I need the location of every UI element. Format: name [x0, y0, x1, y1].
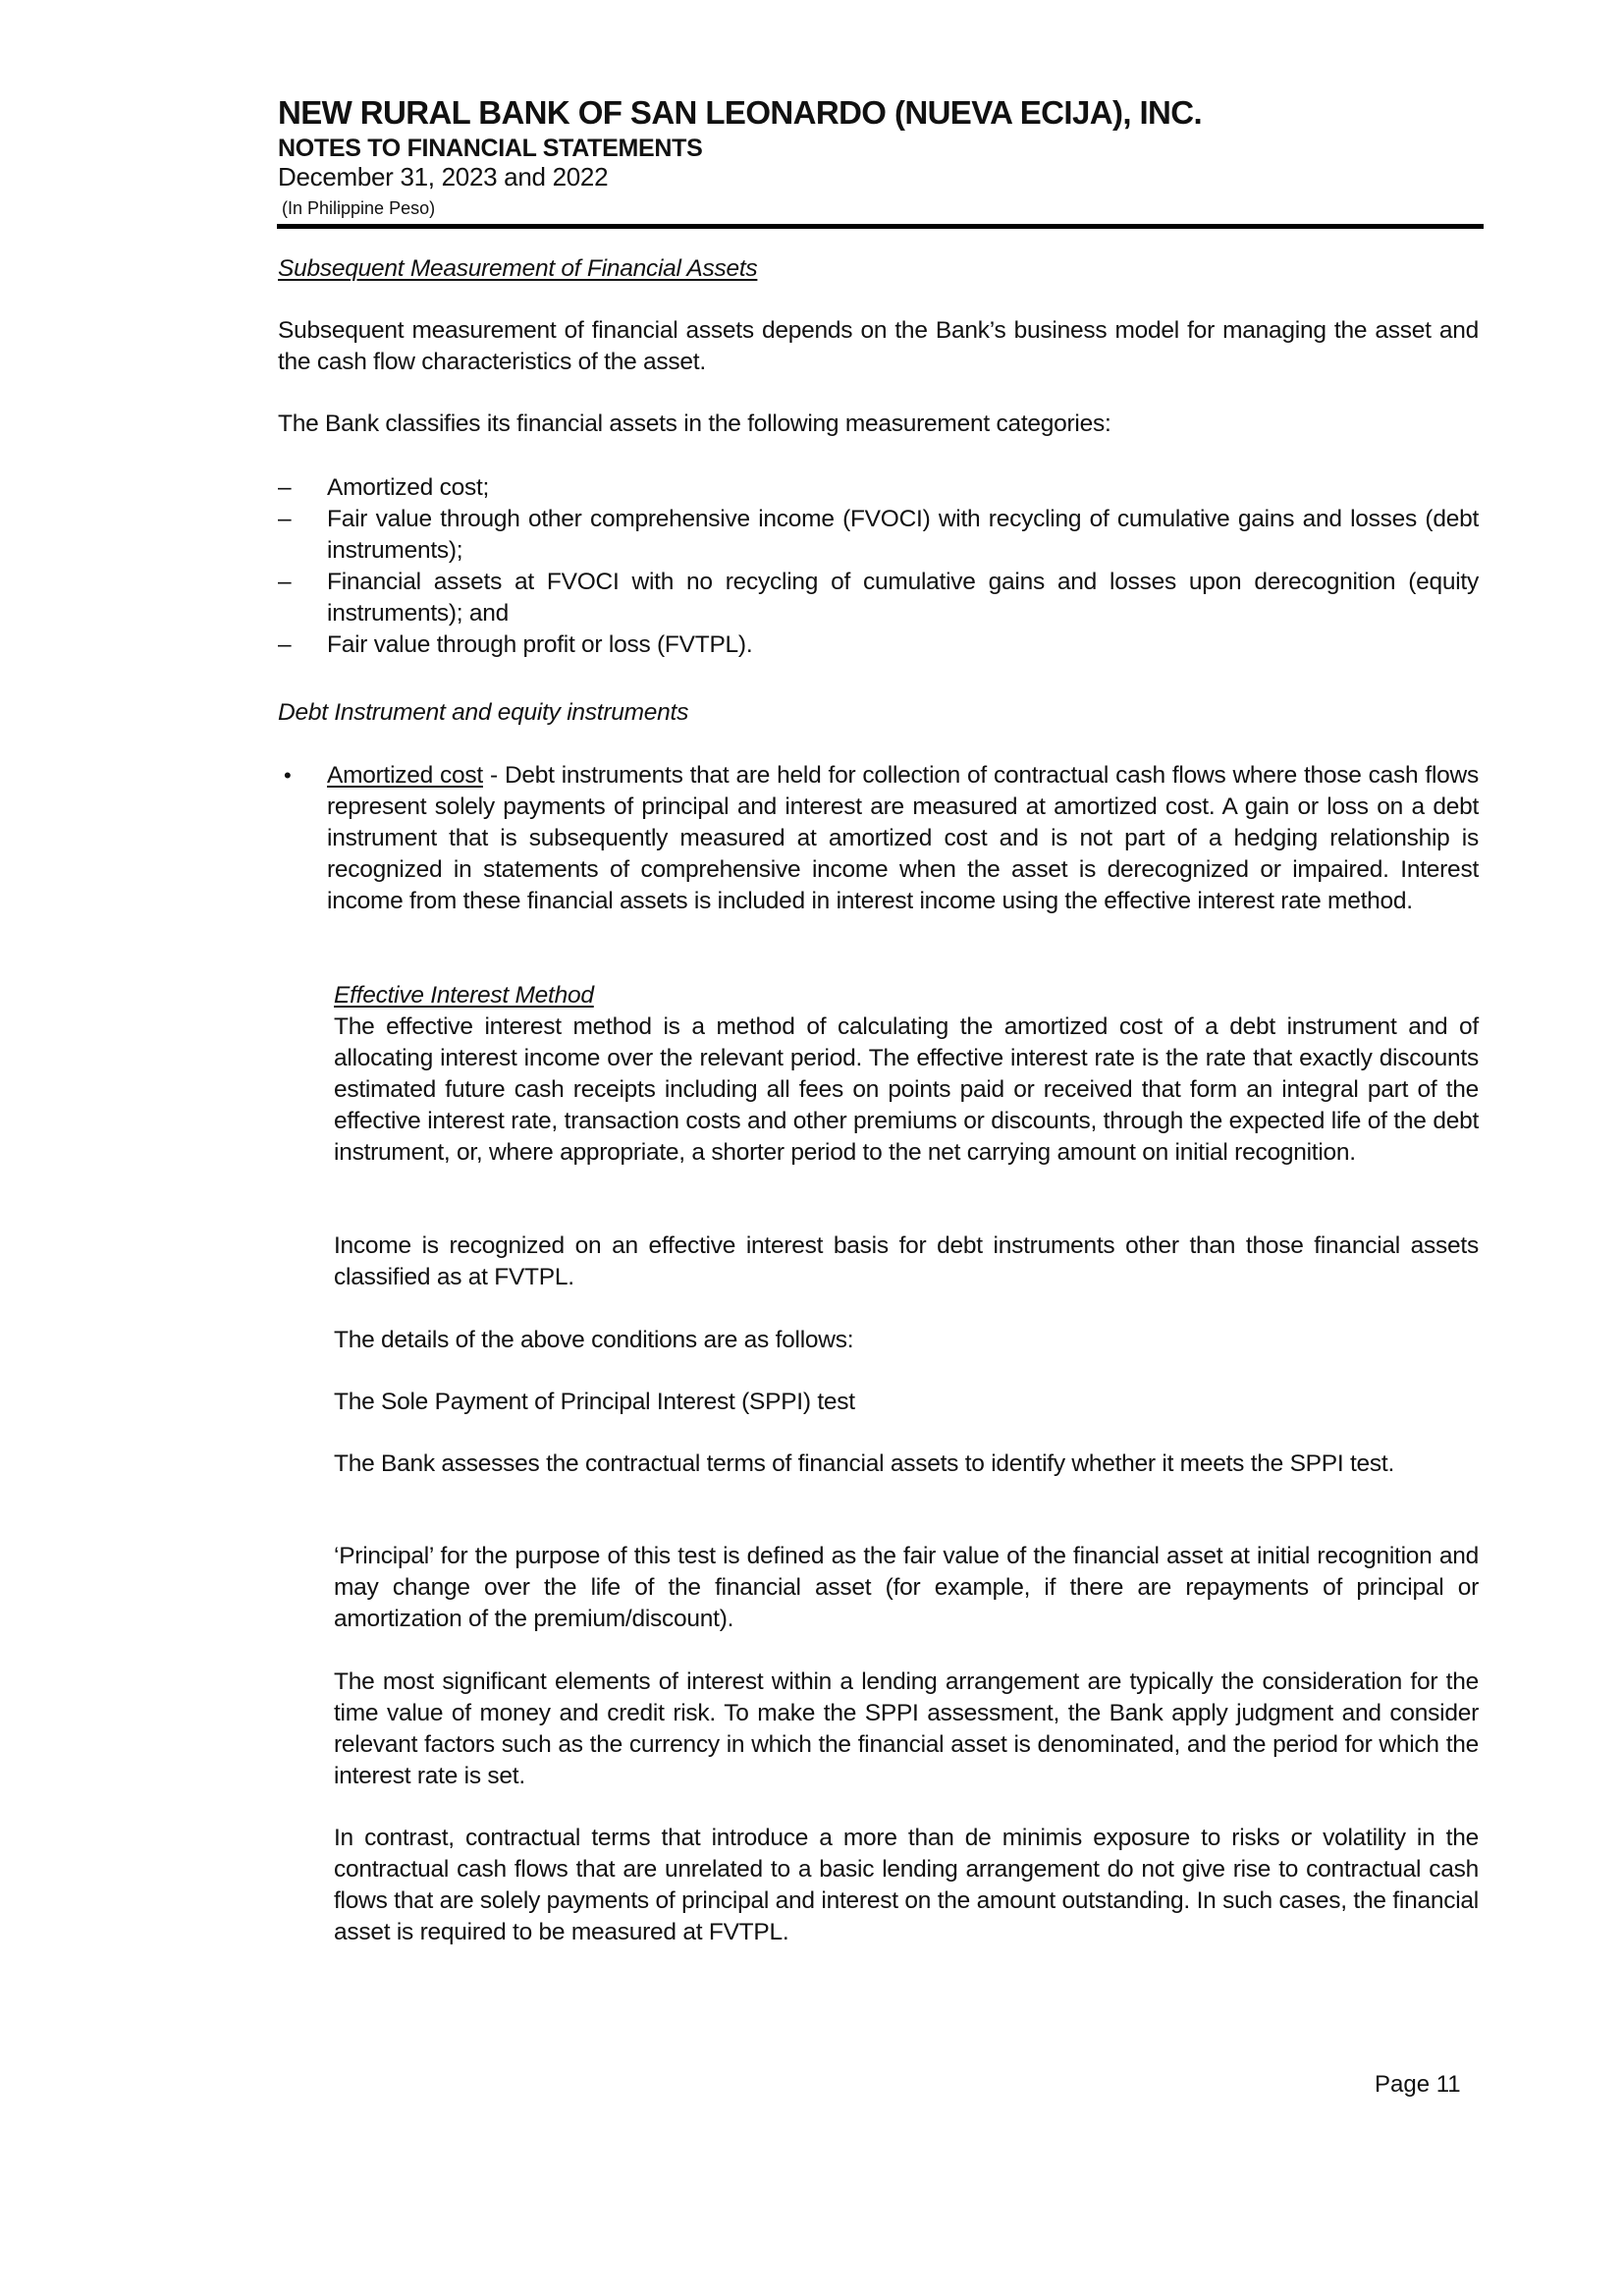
company-name: NEW RURAL BANK OF SAN LEONARDO (NUEVA ECIJA), INC. [278, 94, 1203, 131]
paragraph: The details of the above conditions are as follows: [334, 1327, 854, 1353]
amortized-cost-term: Amortized cost [327, 762, 483, 789]
list-item-text: Amortized cost; [327, 474, 490, 501]
eim-body: The effective interest method is a method of calculating the amortized cost of a debt instrument and of allocating interest income over the relevant period. The effective interest rate is the rate that exactly discounts estimated future cash receipts including all fees on points paid or received that form an integral part of the effective interest rate, transaction costs and other premiums or discounts, through the expected life of the debt instrument, or, where appropriate, a shorter period to the net carrying amount on initial recognition. [334, 1013, 1479, 1166]
dash-marker: – [278, 474, 292, 501]
paragraph: The most significant elements of interest within a lending arrangement are typically the consideration for the time value of money and credit risk. To make the SPPI assessment, the Bank apply judgment and consider relevant factors such as the currency in which the financial asset is denominated, and the period for which the interest rate is set. [334, 1668, 1479, 1789]
document-title: NOTES TO FINANCIAL STATEMENTS [278, 135, 703, 162]
reporting-period: December 31, 2023 and 2022 [278, 162, 609, 191]
bullet-icon: • [284, 763, 292, 788]
intro-paragraph: Subsequent measurement of financial assets depends on the Bank’s business model for managing the asset and the cash flow characteristics of the asset. [278, 317, 1479, 375]
paragraph: Income is recognized on an effective interest basis for debt instruments other than those financial assets classified as at FVTPL. [334, 1232, 1479, 1290]
amortized-cost-item [278, 760, 1479, 917]
paragraph: ‘Principal’ for the purpose of this test is defined as the fair value of the financial asset at initial recognition and may change over the life of the financial asset (for example, if there are repayments of principal or amortization of the premium/discount). [334, 1543, 1479, 1632]
paragraph: In contrast, contractual terms that introduce a more than de minimis exposure to risks or volatility in the contractual cash flows that are unrelated to a basic lending arrangement do not give rise to contractual cash flows that are solely payments of principal and interest on the amount outstanding. In such cases, the financial asset is required to be measured at FVTPL. [334, 1825, 1479, 1945]
list-item-text: Fair value through other comprehensive income (FVOCI) with recycling of cumulative gains and losses (debt instruments); [327, 506, 1479, 564]
list-item [278, 629, 1479, 661]
amortized-cost-text: - Debt instruments that are held for collection of contractual cash flows where those cash flows represent solely payments of principal and interest are measured at amortized cost. A gain or loss on a debt instrument that is subsequently measured at amortized cost and is not part of a hedging relationship is recognized in statements of comprehensive income when the asset is derecognized or impaired. Interest income from these financial assets is included in interest income using the effective interest rate method. [327, 762, 1480, 914]
sppi-heading: The Sole Payment of Principal Interest (SPPI) test [334, 1389, 855, 1415]
list-item [278, 504, 1479, 567]
measurement-categories-list [278, 472, 1479, 661]
subheading-debt-equity: Debt Instrument and equity instruments [278, 699, 689, 726]
list-item [278, 472, 1479, 504]
currency-note: (In Philippine Peso) [282, 198, 436, 218]
list-item-text: Fair value through profit or loss (FVTPL). [327, 631, 753, 658]
dash-marker: – [278, 631, 292, 658]
categories-intro: The Bank classifies its financial assets in the following measurement categories: [278, 410, 1111, 437]
list-item-text: Financial assets at FVOCI with no recycling of cumulative gains and losses upon derecognition (equity instruments); and [327, 569, 1479, 627]
paragraph: The Bank assesses the contractual terms of financial assets to identify whether it meets the SPPI test. [334, 1450, 1395, 1477]
section-heading: Subsequent Measurement of Financial Assets [278, 255, 758, 282]
dash-marker: – [278, 569, 292, 595]
page-number: Page 11 [1375, 2071, 1461, 2098]
list-item [278, 567, 1479, 629]
list-item [278, 760, 1479, 917]
eim-heading: Effective Interest Method [334, 982, 594, 1009]
header-divider [277, 224, 1484, 229]
dash-marker: – [278, 506, 292, 532]
